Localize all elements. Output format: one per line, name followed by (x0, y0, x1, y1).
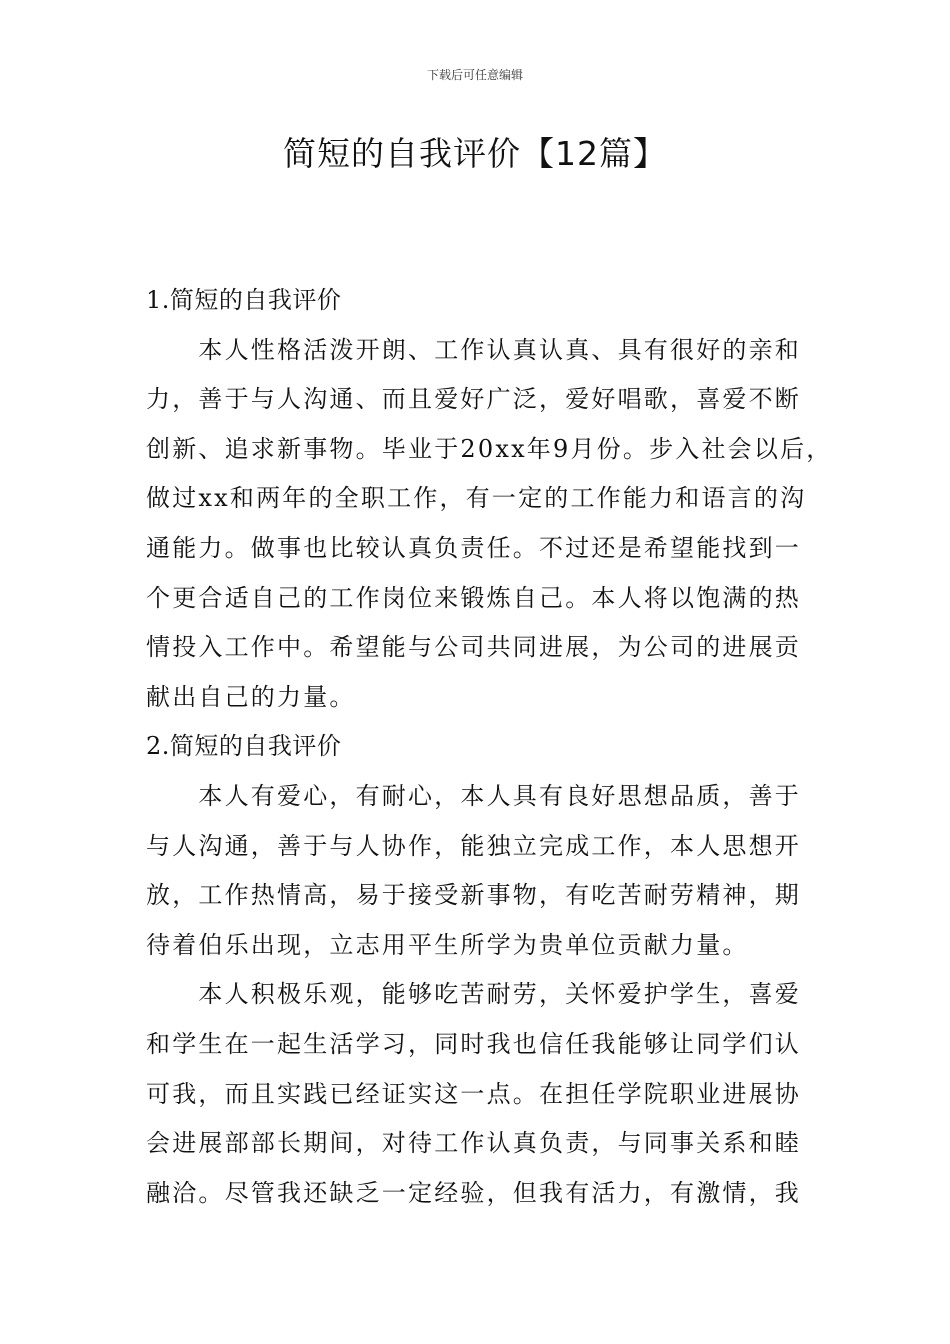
paragraph-line: 本人性格活泼开朗、工作认真认真、具有很好的亲和 (146, 335, 801, 364)
paragraph-line: 本人有爱心，有耐心，本人具有良好思想品质，善于 (146, 781, 801, 810)
paragraph-line: 做过xx和两年的全职工作，有一定的工作能力和语言的沟 (146, 484, 807, 513)
paragraph-line: 情投入工作中。希望能与公司共同进展，为公司的进展贡 (146, 633, 801, 662)
header-note: 下载后可任意编辑 (426, 68, 523, 82)
paragraph-line: 融洽。尽管我还缺乏一定经验，但我有活力，有激情，我 (146, 1178, 801, 1207)
paragraph-line: 个更合适自己的工作岗位来锻炼自己。本人将以饱满的热 (146, 583, 801, 612)
paragraph-line: 力，善于与人沟通、而且爱好广泛，爱好唱歌，喜爱不断 (146, 385, 801, 414)
paragraph-line: 本人积极乐观，能够吃苦耐劳，关怀爱护学生，喜爱 (146, 980, 801, 1009)
paragraph-line: 放，工作热情高，易于接受新事物，有吃苦耐劳精神，期 (146, 881, 801, 910)
paragraph-line: 创新、追求新事物。毕业于20xx年9月份。步入社会以后， (146, 434, 833, 463)
section-heading-2: 2.简短的自我评价 (146, 732, 342, 761)
paragraph-line: 可我，而且实践已经证实这一点。在担任学院职业进展协 (146, 1079, 801, 1108)
paragraph-line: 待着伯乐出现，立志用平生所学为贵单位贡献力量。 (146, 930, 749, 959)
document-title: 简短的自我评价【12篇】 (283, 134, 667, 173)
document-body (146, 283, 833, 1225)
paragraph-line: 会进展部部长期间，对待工作认真负责，与同事关系和睦 (146, 1129, 801, 1158)
paragraph-line: 与人沟通，善于与人协作，能独立完成工作，本人思想开 (146, 831, 801, 860)
paragraph-line: 献出自己的力量。 (146, 682, 356, 711)
section-heading-1: 1.简短的自我评价 (146, 286, 342, 314)
paragraph-line: 和学生在一起生活学习，同时我也信任我能够让同学们认 (146, 1029, 801, 1058)
paragraph-line: 通能力。做事也比较认真负责任。不过还是希望能找到一 (146, 533, 801, 562)
